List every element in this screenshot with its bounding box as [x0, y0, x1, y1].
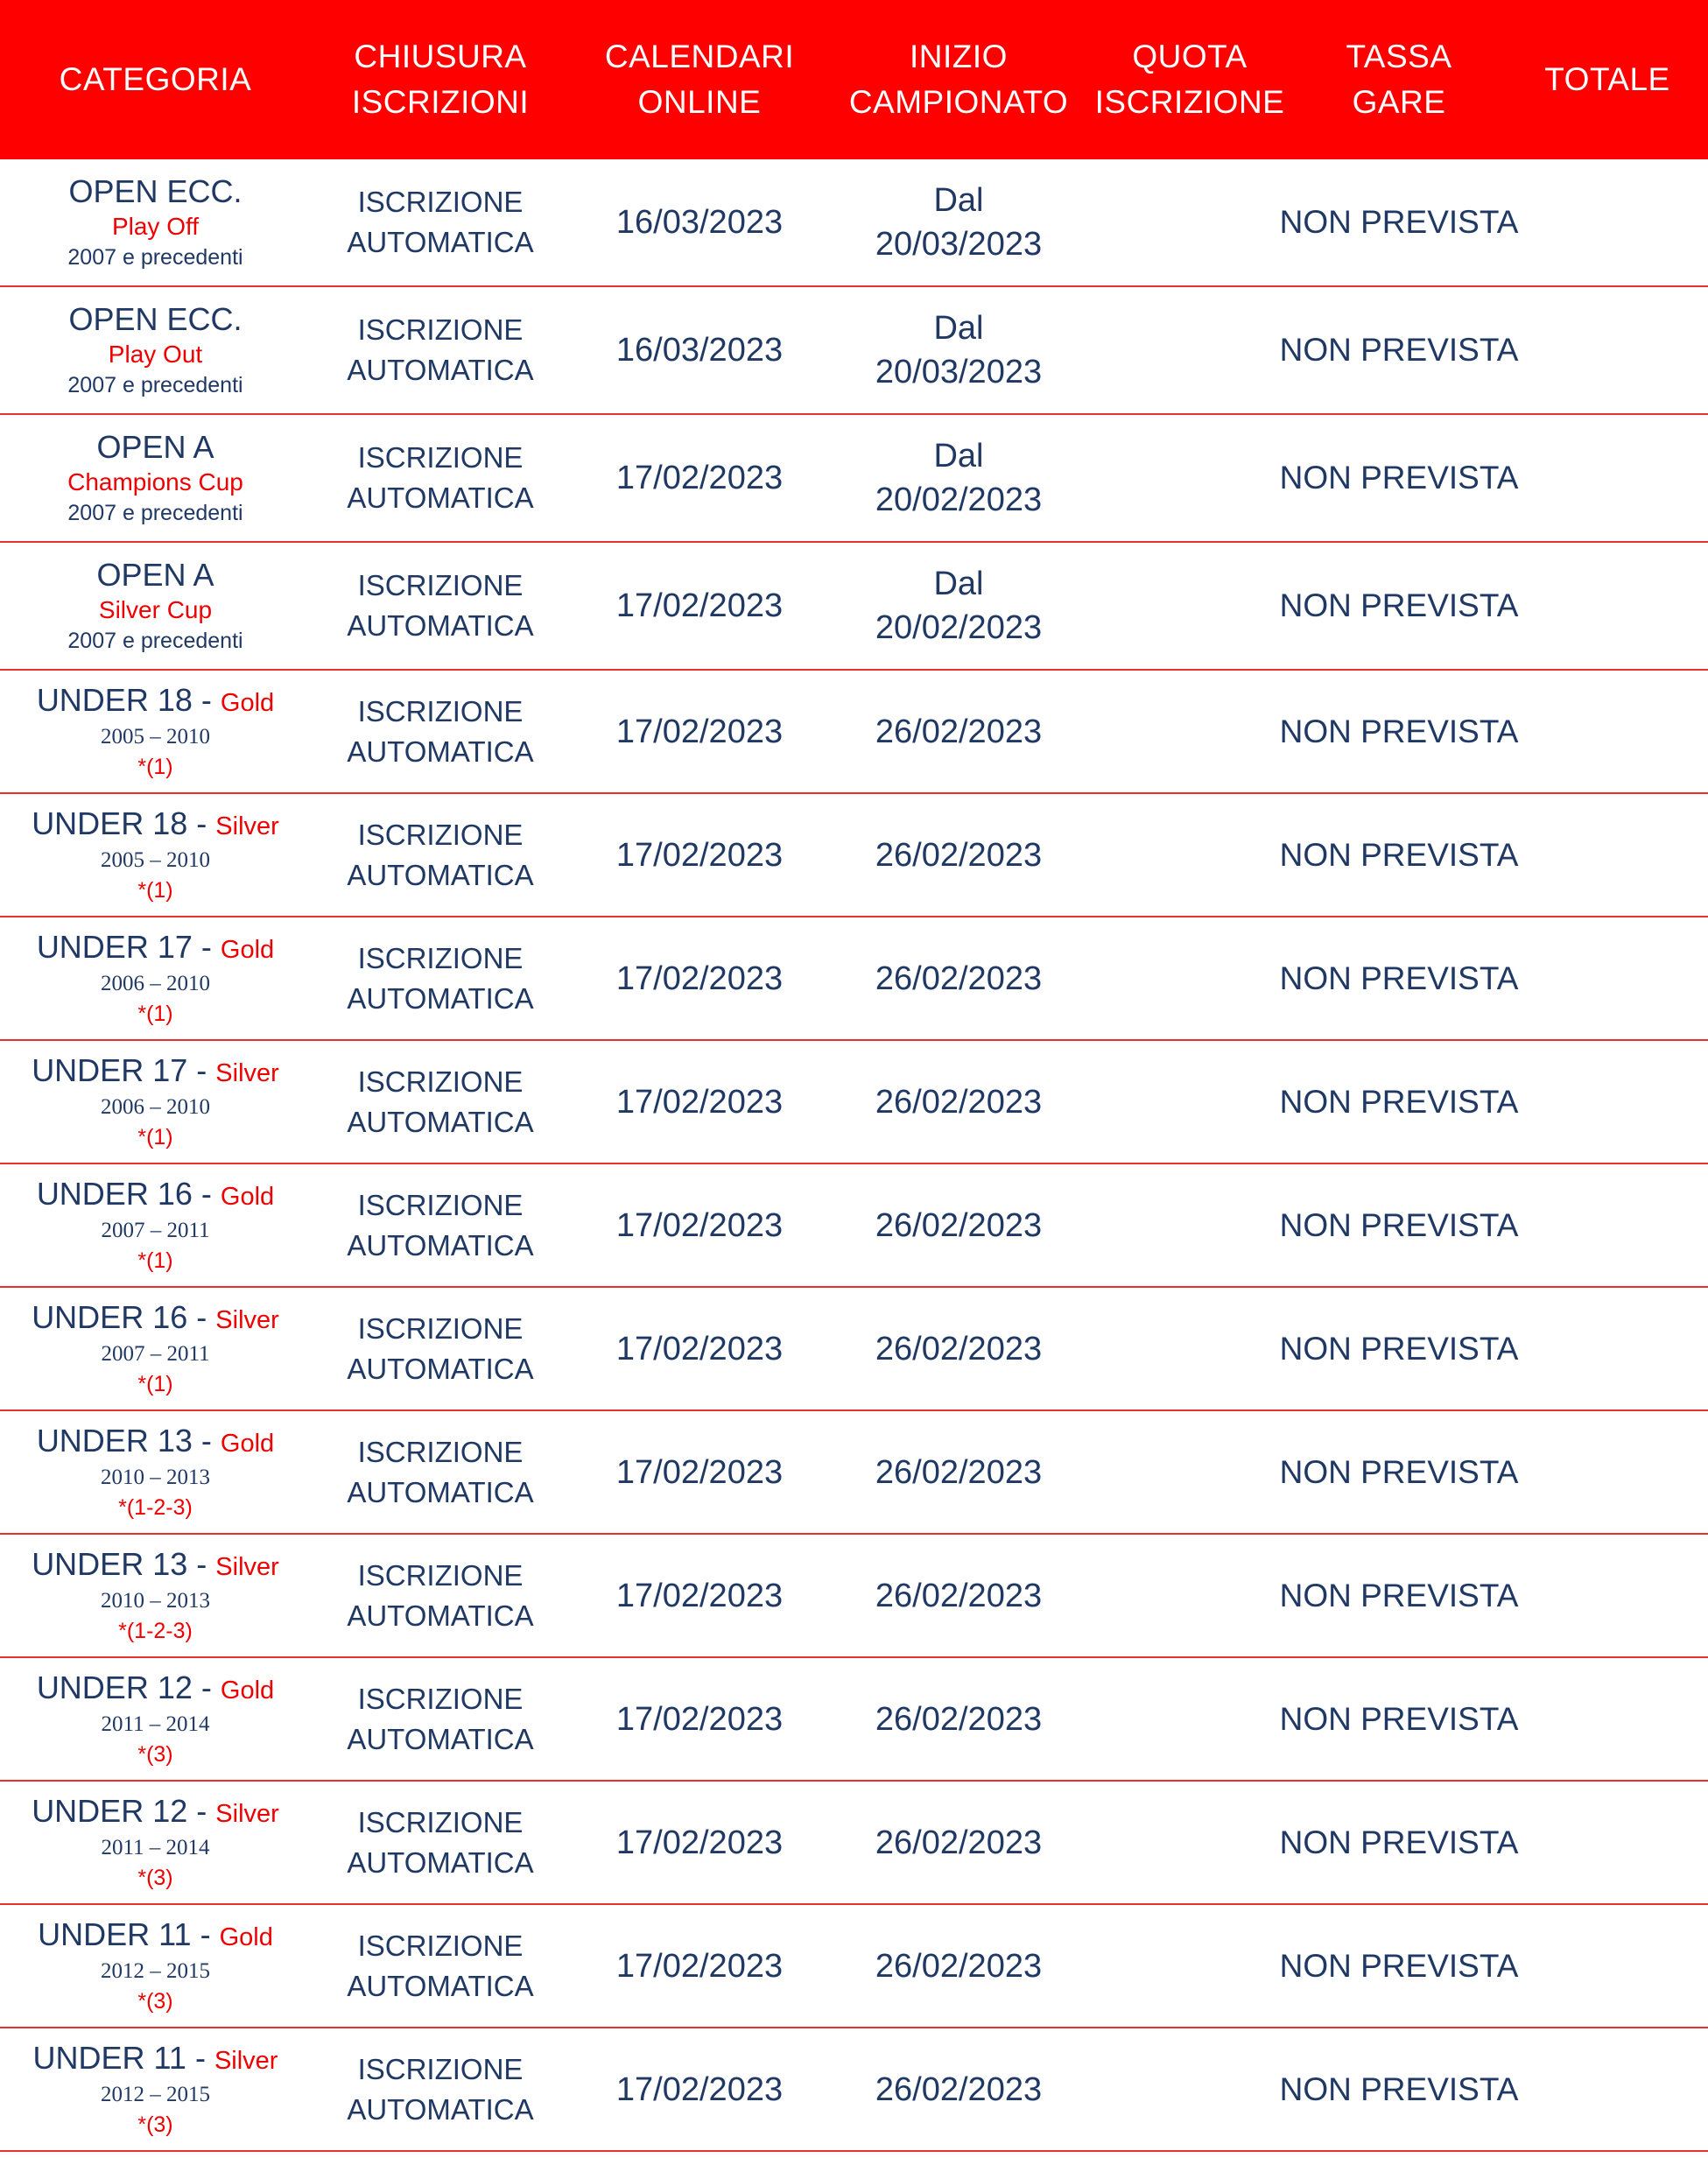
category-tier: Silver Cup: [98, 596, 213, 623]
category-cell: [0, 2028, 311, 2150]
category-name: UNDER 11: [38, 1916, 192, 1952]
chiusura-line2: AUTOMATICA: [347, 1105, 534, 1138]
chiusura-line2: AUTOMATICA: [347, 1969, 534, 2002]
category-main-line: [37, 1175, 274, 1216]
category-separator: -: [200, 1423, 212, 1459]
header-quota-line1: QUOTA: [1132, 39, 1248, 74]
category-name: UNDER 13: [32, 1546, 188, 1582]
header-categoria: [0, 0, 311, 159]
category-name: UNDER 12: [32, 1793, 188, 1829]
inizio-date: 26/02/2023: [875, 960, 1043, 997]
category-tier: Silver: [215, 1059, 279, 1087]
chiusura-line1: ISCRIZIONE: [357, 186, 524, 218]
chiusura-line1: ISCRIZIONE: [357, 1805, 524, 1838]
header-inizio-campionato: [829, 0, 1088, 159]
category-cell: [0, 1041, 311, 1163]
calendari-date: 17/02/2023: [615, 1330, 784, 1367]
chiusura-line2: AUTOMATICA: [347, 1845, 534, 1879]
chiusura-line2: AUTOMATICA: [347, 609, 534, 642]
category-cell: [0, 794, 311, 916]
category-separator: -: [196, 1546, 207, 1582]
chiusura-cell: [311, 287, 570, 413]
inizio-prefix: Dal: [933, 182, 984, 219]
calendari-date: 17/02/2023: [615, 2070, 784, 2108]
category-main-line: [37, 1422, 274, 1463]
header-categoria-label: CATEGORIA: [59, 61, 252, 97]
chiusura-line2: AUTOMATICA: [347, 1228, 534, 1262]
inizio-cell: [829, 1905, 1088, 2027]
category-tier: Silver: [215, 1306, 279, 1334]
header-tassa-gare: [1291, 0, 1507, 159]
chiusura-cell: [311, 671, 570, 792]
chiusura-cell: [311, 1411, 570, 1533]
chiusura-line1: ISCRIZIONE: [357, 1682, 524, 1715]
table-row: [0, 1782, 1708, 1905]
calendari-cell: [570, 1411, 829, 1533]
calendari-date: 16/03/2023: [615, 332, 784, 369]
category-cell: [0, 917, 311, 1039]
category-name: UNDER 18: [32, 805, 188, 841]
calendari-date: 17/02/2023: [615, 1083, 784, 1121]
inizio-date: 20/02/2023: [875, 609, 1043, 646]
category-tier: Silver: [215, 1800, 279, 1828]
category-note: *(3): [137, 1866, 173, 1890]
table-row: [0, 159, 1708, 287]
calendari-date: 17/02/2023: [615, 1577, 784, 1614]
category-tier: Gold: [220, 1183, 275, 1211]
chiusura-line2: AUTOMATICA: [347, 1599, 534, 1632]
category-name: UNDER 13: [36, 1423, 193, 1459]
category-separator: -: [200, 1176, 212, 1212]
category-name: OPEN ECC.: [68, 173, 242, 209]
category-cell: [0, 1164, 311, 1286]
fee-value: NON PREVISTA: [1279, 1824, 1519, 1860]
chiusura-cell: [311, 1658, 570, 1780]
category-cell: [0, 543, 311, 669]
table-row: [0, 1288, 1708, 1411]
fee-value: NON PREVISTA: [1279, 460, 1519, 496]
fee-cell: [1279, 1041, 1519, 1163]
inizio-date: 26/02/2023: [875, 713, 1043, 750]
calendari-cell: [570, 1164, 829, 1286]
table-row: [0, 917, 1708, 1041]
category-separator: -: [196, 805, 207, 841]
category-note: *(3): [137, 1989, 173, 2014]
category-cell: [0, 415, 311, 541]
category-note: *(3): [137, 1742, 173, 1767]
calendari-cell: [570, 671, 829, 792]
category-years: 2010 – 2013: [101, 1589, 210, 1613]
chiusura-line2: AUTOMATICA: [347, 482, 534, 514]
category-name: UNDER 12: [36, 1669, 193, 1705]
inizio-cell: [829, 1658, 1088, 1780]
header-calendari-online: [570, 0, 829, 159]
fee-cell: [1279, 671, 1519, 792]
category-main-line: [32, 1545, 279, 1586]
category-note: *(3): [137, 2112, 173, 2137]
category-cell: [0, 1658, 311, 1780]
calendari-cell: [570, 159, 829, 285]
chiusura-line1: ISCRIZIONE: [357, 818, 524, 851]
calendari-date: 17/02/2023: [615, 1700, 784, 1738]
category-years: 2007 – 2011: [101, 1219, 210, 1242]
chiusura-cell: [311, 159, 570, 285]
category-cell: [0, 1535, 311, 1656]
calendari-cell: [570, 1535, 829, 1656]
category-years: 2012 – 2015: [101, 1959, 210, 1983]
category-name: OPEN ECC.: [68, 301, 242, 337]
table-row: [0, 1535, 1708, 1658]
chiusura-cell: [311, 1288, 570, 1409]
category-note: *(1): [137, 755, 173, 779]
chiusura-cell: [311, 2028, 570, 2150]
category-tier: Gold: [220, 1430, 275, 1458]
inizio-cell: [829, 287, 1088, 413]
chiusura-line1: ISCRIZIONE: [357, 1558, 524, 1592]
category-main-line: [37, 1669, 274, 1710]
category-name: UNDER 18: [36, 682, 193, 718]
category-years: 2012 – 2015: [101, 2083, 210, 2106]
table-row: [0, 1411, 1708, 1535]
chiusura-line1: ISCRIZIONE: [357, 941, 524, 974]
chiusura-line2: AUTOMATICA: [347, 1722, 534, 1755]
chiusura-line2: AUTOMATICA: [347, 226, 534, 258]
calendari-cell: [570, 917, 829, 1039]
category-name: UNDER 16: [36, 1176, 193, 1212]
fee-value: NON PREVISTA: [1279, 1577, 1519, 1613]
inizio-date: 26/02/2023: [875, 1453, 1043, 1491]
category-years: 2006 – 2010: [101, 1095, 210, 1119]
fee-cell: [1279, 917, 1519, 1039]
chiusura-line2: AUTOMATICA: [347, 735, 534, 768]
inizio-date: 26/02/2023: [875, 836, 1043, 874]
category-years: 2007 e precedenti: [67, 629, 243, 653]
header-inizio-line1: INIZIO: [910, 39, 1008, 74]
fee-cell: [1279, 1164, 1519, 1286]
chiusura-line1: ISCRIZIONE: [357, 313, 524, 346]
category-tier: Silver: [215, 812, 279, 840]
category-separator: -: [200, 1916, 211, 1952]
category-note: *(1): [137, 1002, 173, 1026]
inizio-date: 26/02/2023: [875, 1330, 1043, 1367]
fee-value: NON PREVISTA: [1279, 587, 1519, 623]
chiusura-line1: ISCRIZIONE: [357, 2052, 524, 2085]
fee-cell: [1279, 1535, 1519, 1656]
calendari-cell: [570, 415, 829, 541]
chiusura-line2: AUTOMATICA: [347, 354, 534, 386]
inizio-cell: [829, 415, 1088, 541]
fee-cell: [1279, 2028, 1519, 2150]
fee-value: NON PREVISTA: [1279, 1206, 1519, 1243]
header-totale-label: TOTALE: [1544, 61, 1670, 97]
chiusura-cell: [311, 415, 570, 541]
calendari-date: 17/02/2023: [615, 1453, 784, 1491]
inizio-date: 20/02/2023: [875, 482, 1043, 518]
calendari-date: 17/02/2023: [615, 713, 784, 750]
inizio-cell: [829, 1535, 1088, 1656]
inizio-cell: [829, 1041, 1088, 1163]
category-name: OPEN A: [96, 429, 214, 465]
category-cell: [0, 1782, 311, 1903]
table-row: [0, 1905, 1708, 2028]
chiusura-cell: [311, 1041, 570, 1163]
category-years: 2007 e precedenti: [67, 501, 243, 525]
chiusura-line1: ISCRIZIONE: [357, 441, 524, 474]
category-note: *(1): [137, 878, 173, 903]
fee-cell: [1279, 1905, 1519, 2027]
table-row: [0, 671, 1708, 794]
table-row: [0, 415, 1708, 543]
calendari-date: 17/02/2023: [615, 1947, 784, 1985]
category-main-line: [32, 805, 279, 846]
category-main-line: [37, 928, 274, 969]
chiusura-line2: AUTOMATICA: [347, 1352, 534, 1385]
inizio-cell: [829, 917, 1088, 1039]
inizio-date: 26/02/2023: [875, 1083, 1043, 1121]
chiusura-cell: [311, 1782, 570, 1903]
header-quota-line2: ISCRIZIONE: [1094, 84, 1285, 120]
table-row: [0, 1041, 1708, 1164]
chiusura-cell: [311, 1905, 570, 2027]
inizio-date: 26/02/2023: [875, 1206, 1043, 1244]
chiusura-line2: AUTOMATICA: [347, 981, 534, 1015]
chiusura-line1: ISCRIZIONE: [357, 569, 524, 601]
fee-cell: [1279, 1288, 1519, 1409]
inizio-cell: [829, 671, 1088, 792]
category-tier: Gold: [220, 1676, 275, 1705]
inizio-prefix: Dal: [933, 310, 984, 347]
category-name: UNDER 17: [32, 1052, 188, 1088]
category-name: UNDER 11: [32, 2040, 186, 2076]
category-main-line: [33, 2039, 278, 2080]
calendari-cell: [570, 1782, 829, 1903]
calendari-date: 17/02/2023: [615, 960, 784, 997]
chiusura-line1: ISCRIZIONE: [357, 1435, 524, 1468]
fee-value: NON PREVISTA: [1279, 713, 1519, 749]
category-years: 2005 – 2010: [101, 848, 210, 872]
inizio-cell: [829, 1411, 1088, 1533]
calendari-date: 17/02/2023: [615, 460, 784, 496]
chiusura-cell: [311, 1535, 570, 1656]
fee-value: NON PREVISTA: [1279, 332, 1519, 368]
category-years: 2011 – 2014: [101, 1712, 210, 1736]
fee-value: NON PREVISTA: [1279, 1083, 1519, 1120]
inizio-prefix: Dal: [933, 438, 984, 474]
table-row: [0, 2028, 1708, 2152]
inizio-date: 26/02/2023: [875, 1824, 1043, 1861]
calendari-cell: [570, 2028, 829, 2150]
header-inizio-line2: CAMPIONATO: [848, 84, 1069, 120]
inizio-date: 20/03/2023: [875, 354, 1043, 390]
header-chiusura-iscrizioni: [311, 0, 570, 159]
category-note: *(1-2-3): [118, 1495, 193, 1520]
fee-value: NON PREVISTA: [1279, 1330, 1519, 1367]
calendari-date: 17/02/2023: [615, 1824, 784, 1861]
header-calendari-line2: ONLINE: [637, 84, 762, 120]
category-separator: -: [196, 1299, 207, 1335]
calendari-cell: [570, 1905, 829, 2027]
fee-value: NON PREVISTA: [1279, 1453, 1519, 1490]
header-calendari-line1: CALENDARI: [604, 39, 795, 74]
category-tier: Champions Cup: [67, 468, 243, 496]
category-years: 2007 e precedenti: [67, 373, 243, 397]
category-years: 2007 e precedenti: [67, 245, 243, 270]
category-years: 2006 – 2010: [101, 972, 210, 995]
header-chiusura-line2: ISCRIZIONI: [351, 84, 530, 120]
inizio-date: 26/02/2023: [875, 2070, 1043, 2108]
category-tier: Silver: [215, 1553, 279, 1581]
table-row: [0, 287, 1708, 415]
category-separator: -: [194, 2040, 206, 2076]
category-cell: [0, 1411, 311, 1533]
category-cell: [0, 1905, 311, 2027]
header-tassa-line2: GARE: [1352, 84, 1446, 120]
category-cell: [0, 671, 311, 792]
category-note: *(1): [137, 1125, 173, 1149]
inizio-cell: [829, 794, 1088, 916]
category-note: *(1-2-3): [118, 1619, 193, 1643]
chiusura-line2: AUTOMATICA: [347, 1475, 534, 1508]
chiusura-line1: ISCRIZIONE: [357, 1188, 524, 1221]
fee-cell: [1279, 159, 1519, 285]
calendari-date: 17/02/2023: [615, 836, 784, 874]
header-tassa-line1: TASSA: [1346, 39, 1452, 74]
chiusura-line2: AUTOMATICA: [347, 858, 534, 891]
category-cell: [0, 287, 311, 413]
category-cell: [0, 159, 311, 285]
category-tier: Gold: [219, 1923, 273, 1951]
inizio-cell: [829, 1288, 1088, 1409]
category-years: 2007 – 2011: [101, 1342, 210, 1366]
chiusura-line1: ISCRIZIONE: [357, 1311, 524, 1345]
category-note: *(1): [137, 1248, 173, 1273]
category-note: *(1): [137, 1372, 173, 1396]
chiusura-line2: AUTOMATICA: [347, 2092, 534, 2126]
inizio-date: 26/02/2023: [875, 1577, 1043, 1614]
category-name: UNDER 16: [32, 1299, 188, 1335]
calendari-cell: [570, 1288, 829, 1409]
chiusura-cell: [311, 917, 570, 1039]
inizio-cell: [829, 1164, 1088, 1286]
inizio-date: 26/02/2023: [875, 1700, 1043, 1738]
calendari-cell: [570, 1658, 829, 1780]
category-tier: Gold: [220, 689, 275, 717]
fee-value: NON PREVISTA: [1279, 960, 1519, 996]
category-main-line: [38, 1915, 273, 1957]
category-separator: -: [200, 682, 212, 718]
category-tier: Silver: [214, 2047, 278, 2075]
table-row: [0, 1658, 1708, 1782]
fee-cell: [1279, 794, 1519, 916]
header-totale: [1507, 0, 1708, 159]
table-row: [0, 1164, 1708, 1288]
category-separator: -: [196, 1052, 207, 1088]
calendari-date: 17/02/2023: [615, 587, 784, 624]
category-main-line: [32, 1051, 279, 1093]
category-name: OPEN A: [96, 557, 214, 593]
fee-value: NON PREVISTA: [1279, 2070, 1519, 2107]
calendari-date: 17/02/2023: [615, 1206, 784, 1244]
fee-value: NON PREVISTA: [1279, 836, 1519, 873]
chiusura-line1: ISCRIZIONE: [357, 1065, 524, 1098]
fee-cell: [1279, 1411, 1519, 1533]
chiusura-line1: ISCRIZIONE: [357, 1929, 524, 1962]
table-row: [0, 543, 1708, 671]
category-main-line: [37, 681, 274, 722]
fee-cell: [1279, 287, 1519, 413]
chiusura-cell: [311, 1164, 570, 1286]
category-name: UNDER 17: [36, 929, 193, 965]
fee-value: NON PREVISTA: [1279, 1947, 1519, 1984]
fee-cell: [1279, 1782, 1519, 1903]
fee-value: NON PREVISTA: [1279, 1700, 1519, 1737]
chiusura-cell: [311, 794, 570, 916]
category-cell: [0, 1288, 311, 1409]
calendari-cell: [570, 1041, 829, 1163]
category-separator: -: [200, 929, 212, 965]
inizio-date: 26/02/2023: [875, 1947, 1043, 1985]
category-main-line: [32, 1792, 279, 1833]
category-separator: -: [196, 1793, 207, 1829]
category-separator: -: [200, 1669, 212, 1705]
category-tier: Play Off: [111, 213, 200, 240]
category-main-line: [32, 1298, 279, 1339]
chiusura-cell: [311, 543, 570, 669]
inizio-prefix: Dal: [933, 566, 984, 602]
table-row: [0, 794, 1708, 917]
table-header: [0, 0, 1708, 159]
category-years: 2010 – 2013: [101, 1466, 210, 1489]
category-tier: Play Out: [108, 341, 203, 368]
category-tier: Gold: [220, 936, 275, 964]
inizio-cell: [829, 2028, 1088, 2150]
chiusura-line1: ISCRIZIONE: [357, 694, 524, 728]
fee-cell: [1279, 543, 1519, 669]
inizio-cell: [829, 1782, 1088, 1903]
calendari-cell: [570, 794, 829, 916]
inizio-date: 20/03/2023: [875, 226, 1043, 263]
calendari-cell: [570, 543, 829, 669]
category-years: 2005 – 2010: [101, 725, 210, 749]
fee-cell: [1279, 1658, 1519, 1780]
calendari-date: 16/03/2023: [615, 204, 784, 241]
category-years: 2011 – 2014: [101, 1836, 210, 1859]
fee-value: NON PREVISTA: [1279, 204, 1519, 240]
header-chiusura-line1: CHIUSURA: [354, 39, 527, 74]
header-quota-iscrizione: [1088, 0, 1291, 159]
calendari-cell: [570, 287, 829, 413]
fee-cell: [1279, 415, 1519, 541]
inizio-cell: [829, 159, 1088, 285]
inizio-cell: [829, 543, 1088, 669]
